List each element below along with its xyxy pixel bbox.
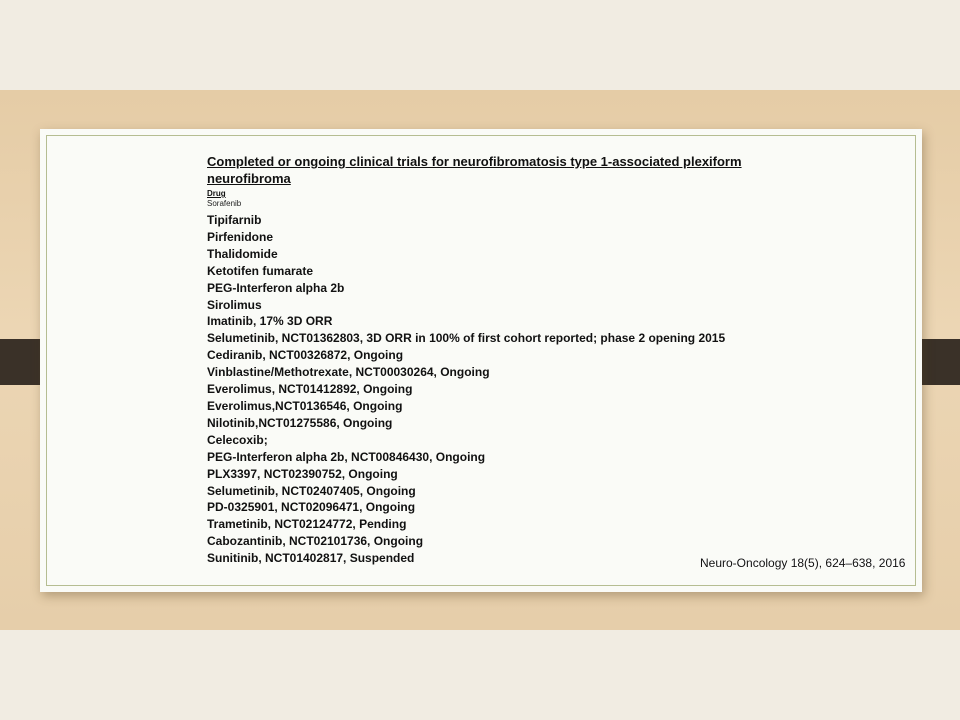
- drug-item: Nilotinib,NCT01275586, Ongoing: [207, 415, 393, 430]
- drug-item: Pirfenidone: [207, 229, 274, 244]
- slide-content: [207, 153, 767, 567]
- slide-title: Completed or ongoing clinical trials for neurofibromatosis type 1-associated plexiform neurofibroma: [207, 154, 742, 186]
- drug-item: Selumetinib, NCT01362803, 3D ORR in 100% of first cohort reported; phase 2 opening 2015: [207, 331, 726, 346]
- drug-item: PD-0325901, NCT02096471, Ongoing: [207, 500, 416, 515]
- drug-item: Celecoxib;: [207, 432, 268, 447]
- drug-item: Vinblastine/Methotrexate, NCT00030264, Ongoing: [207, 365, 490, 380]
- drug-item: Sirolimus: [207, 297, 262, 312]
- drug-list: [207, 212, 767, 567]
- drug-item: Imatinib, 17% 3D ORR: [207, 314, 333, 329]
- drug-item: PEG-Interferon alpha 2b: [207, 280, 345, 295]
- drug-item: Trametinib, NCT02124772, Pending: [207, 517, 407, 532]
- citation: Neuro-Oncology 18(5), 624–638, 2016: [700, 556, 906, 570]
- drug-item: PLX3397, NCT02390752, Ongoing: [207, 466, 398, 481]
- drug-item: Everolimus, NCT01412892, Ongoing: [207, 382, 413, 397]
- drug-item: Selumetinib, NCT02407405, Ongoing: [207, 483, 416, 498]
- drug-item: Cediranib, NCT00326872, Ongoing: [207, 348, 404, 363]
- drug-item: Tipifarnib: [207, 213, 262, 227]
- drug-item: Sunitinib, NCT01402817, Suspended: [207, 551, 415, 566]
- drug-item: Thalidomide: [207, 246, 278, 261]
- drug-item: Ketotifen fumarate: [207, 263, 314, 278]
- drug-item: Everolimus,NCT0136546, Ongoing: [207, 398, 403, 413]
- drug-item: Cabozantinib, NCT02101736, Ongoing: [207, 534, 424, 549]
- drug-item: PEG-Interferon alpha 2b, NCT00846430, Ongoing: [207, 449, 486, 464]
- drug-column-header: Drug: [207, 189, 226, 198]
- drug-item-first: Sorafenib: [207, 199, 242, 208]
